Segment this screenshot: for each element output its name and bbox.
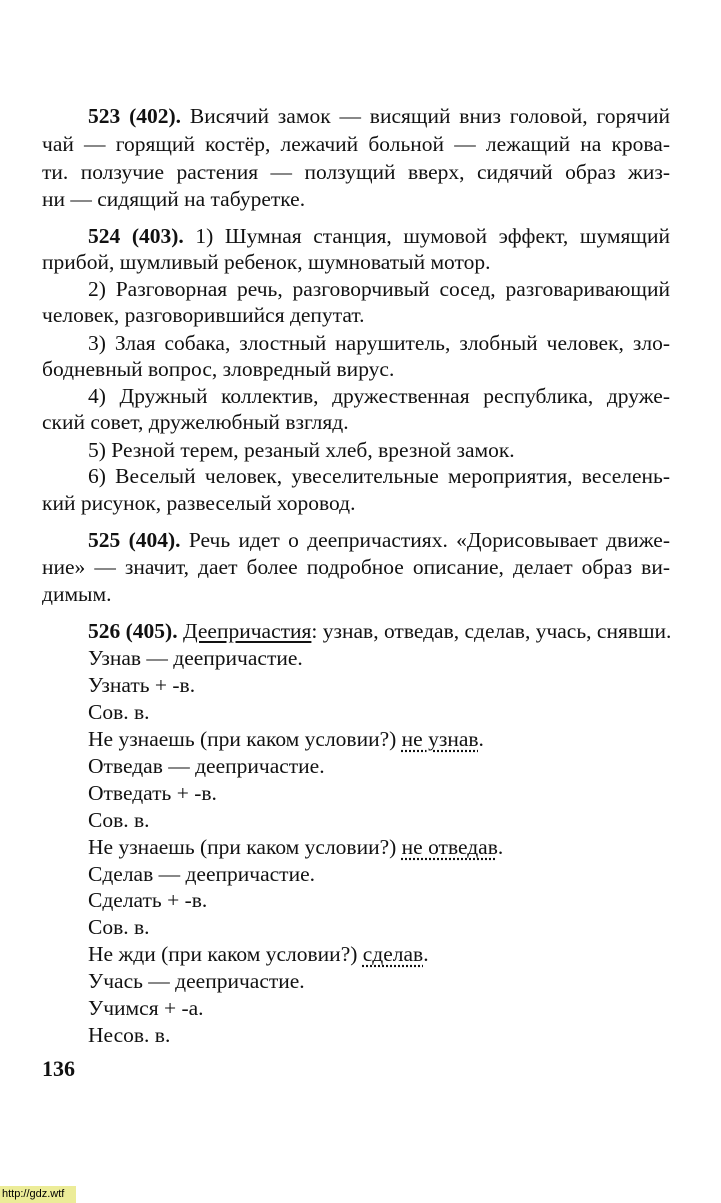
exercise-number: 526 (405). — [88, 619, 178, 643]
text-line — [88, 437, 515, 463]
text-line — [88, 887, 207, 913]
text-line — [42, 490, 355, 516]
text-line — [88, 914, 150, 940]
text-line — [88, 753, 325, 779]
exercise-number: 525 (404). — [88, 528, 181, 552]
text-segment: . — [478, 727, 484, 751]
text-segment: 1) Шумная станция, шумовой эффект, шумящий — [183, 224, 670, 248]
text-segment: Сов. в. — [88, 808, 150, 832]
text-segment: бодневный вопрос, зловредный вирус. — [42, 357, 395, 381]
underlined-word: Деепричастия — [182, 619, 312, 643]
text-segment: прибой, шумливый ребенок, шумноватый мотор. — [42, 250, 491, 274]
text-segment: Учимся + -а. — [88, 996, 204, 1020]
text-segment: Не жди (при каком условии?) — [88, 942, 363, 966]
text-segment: . — [497, 835, 504, 859]
text-segment: Узнав — деепричастие. — [88, 646, 303, 670]
text-segment: 6) Веселый человек, увеселительные мероприятия, веселень- — [88, 464, 670, 488]
text-segment: 2) Разговорная речь, разговорчивый сосед, разговаривающий — [88, 277, 670, 301]
text-segment: ни — сидящий на табуретке. — [42, 187, 306, 211]
text-segment: Отведать + -в. — [88, 781, 217, 805]
text-segment: Сделав — деепричастие. — [88, 862, 315, 886]
text-segment: димым. — [42, 582, 112, 606]
text-line — [88, 645, 303, 671]
text-segment: Узнать + -в. — [88, 673, 196, 697]
text-segment: . — [423, 942, 429, 966]
text-segment: Сов. в. — [88, 915, 150, 939]
text-segment: ский совет, дружелюбный взгляд. — [42, 410, 349, 434]
text-segment: 5) Резной терем, резаный хлеб, врезной замок. — [88, 438, 515, 462]
text-segment: : узнав, отведав, сделав, учась, снявши. — [311, 619, 672, 643]
watermark-link[interactable]: http://gdz.wtf — [0, 1186, 76, 1203]
text-segment: 3) Злая собака, злостный нарушитель, злобный человек, зло- — [88, 331, 670, 355]
text-segment: чай — горящий костёр, лежачий больной — лежащий на крова- — [42, 132, 670, 156]
text-segment: ти. ползучие растения — ползущий вверх, сидячий образ жиз- — [42, 160, 670, 184]
text-line — [88, 726, 484, 752]
text-line — [88, 1022, 170, 1048]
text-segment: человек, разговорившийся депутат. — [42, 303, 365, 327]
text-line — [88, 672, 195, 698]
text-line — [42, 409, 349, 435]
text-line — [88, 834, 503, 860]
text-line — [88, 103, 670, 129]
text-line — [88, 780, 217, 806]
text-segment: 4) Дружный коллектив, дружественная республика, друже- — [88, 384, 670, 408]
text-segment: Учась — деепричастие. — [88, 969, 305, 993]
text-line — [42, 554, 670, 580]
text-line — [88, 968, 305, 994]
text-segment: Несов. в. — [88, 1023, 171, 1047]
underlined-word: сделав — [362, 942, 424, 966]
text-segment: Сов. в. — [88, 700, 150, 724]
text-segment: Не узнаешь (при каком условии?) — [88, 835, 402, 859]
text-line — [88, 618, 671, 644]
exercise-number: 523 (402). — [88, 104, 182, 128]
text-line — [42, 302, 365, 328]
text-line — [88, 330, 670, 356]
text-line — [42, 186, 305, 212]
text-line — [88, 276, 670, 302]
text-segment: ние» — значит, дает более подробное описание, делает образ ви- — [42, 555, 670, 579]
text-line — [42, 356, 394, 382]
text-line — [42, 159, 670, 185]
text-line — [42, 131, 670, 157]
text-segment: кий рисунок, развеселый хоровод. — [42, 491, 356, 515]
text-line — [88, 383, 670, 409]
text-line — [42, 249, 491, 275]
underlined-word: не отведав — [401, 835, 498, 859]
text-line — [42, 581, 111, 607]
text-line — [88, 807, 150, 833]
text-line — [88, 223, 670, 249]
text-segment: Не узнаешь (при каком условии?) — [88, 727, 402, 751]
exercise-number: 524 (403). — [88, 224, 184, 248]
text-segment: Речь идет о деепричастиях. «Дорисовывает движе- — [180, 528, 670, 552]
underlined-word: не узнав — [401, 727, 479, 751]
page-number: 136 — [42, 1056, 75, 1081]
text-line — [88, 861, 315, 887]
text-line — [88, 941, 429, 967]
text-segment: Висячий замок — висящий вниз головой, горячий — [181, 104, 670, 128]
text-line — [88, 527, 670, 553]
text-line — [88, 995, 204, 1021]
text-segment: Отведав — деепричастие. — [88, 754, 325, 778]
text-segment: Сделать + -в. — [88, 888, 208, 912]
text-line — [88, 699, 150, 725]
text-line — [88, 463, 670, 489]
